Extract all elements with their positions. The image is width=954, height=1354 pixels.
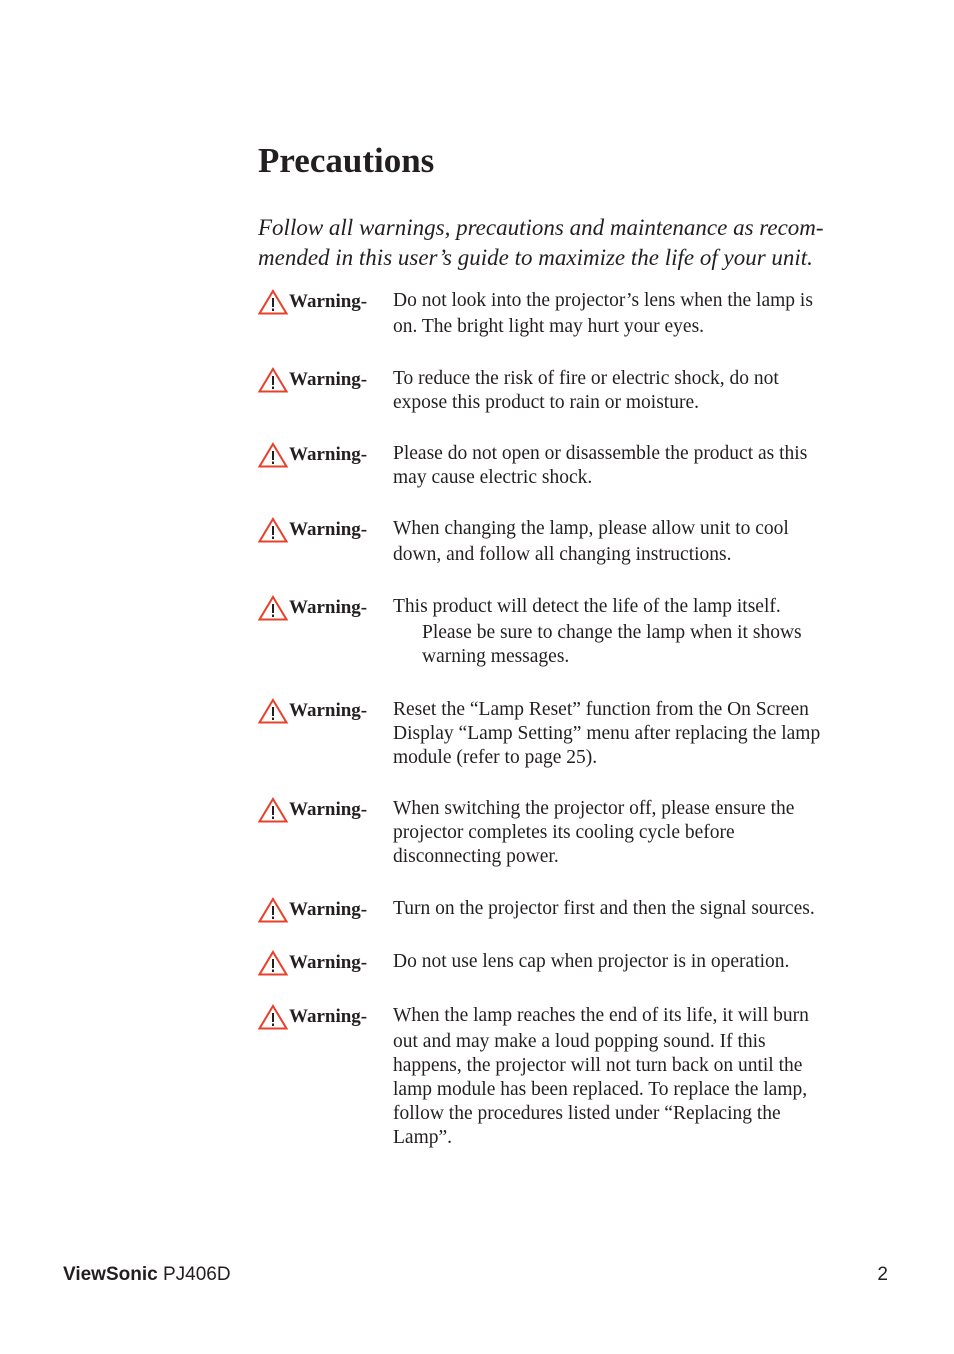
warning-triangle-icon <box>258 367 288 393</box>
warning-label <box>258 1004 367 1030</box>
warning-word: Warning- <box>289 519 368 540</box>
warning-triangle-icon <box>258 897 288 923</box>
warning-word: Warning- <box>289 597 368 618</box>
warning-triangle-icon <box>258 797 288 823</box>
brand-name: ViewSonic <box>63 1264 158 1285</box>
warning-word: Warning- <box>289 291 368 312</box>
warning-line: Reset the “Lamp Reset” function from the On Screen <box>393 699 809 720</box>
page-number: 2 <box>877 1264 888 1285</box>
warning-text <box>393 517 898 567</box>
warning-triangle-icon <box>258 442 288 468</box>
intro-paragraph <box>258 213 898 273</box>
warning-text <box>393 698 898 770</box>
warning-line: When switching the projector off, please ensure the <box>393 798 795 819</box>
warning-text <box>393 442 898 490</box>
warning-label <box>258 367 367 393</box>
warning-word: Warning- <box>289 700 368 721</box>
warning-word: Warning- <box>289 952 368 973</box>
footer-brand <box>63 1264 231 1286</box>
warning-word: Warning- <box>289 369 368 390</box>
warning-line: This product will detect the life of the lamp itself. <box>393 596 781 617</box>
warning-line: Please be sure to change the lamp when it shows <box>422 622 802 643</box>
warning-text <box>393 367 898 415</box>
warning-line: module (refer to page 25). <box>393 747 598 768</box>
warning-triangle-icon <box>258 517 288 543</box>
warning-line: happens, the projector will not turn back on until the <box>393 1055 803 1076</box>
warning-line: Display “Lamp Setting” menu after replacing the lamp <box>393 723 821 744</box>
warning-line: Do not look into the projector’s lens when the lamp is <box>393 290 813 311</box>
warning-line: To reduce the risk of fire or electric shock, do not <box>393 368 779 389</box>
warning-text <box>393 797 898 869</box>
warning-text <box>393 595 898 669</box>
warning-line: warning messages. <box>422 646 570 667</box>
warning-triangle-icon <box>258 595 288 621</box>
warning-label <box>258 797 367 823</box>
warning-text <box>393 950 898 974</box>
warning-label <box>258 595 367 621</box>
warning-line: projector completes its cooling cycle before <box>393 822 735 843</box>
warning-line: lamp module has been replaced. To replace the lamp, <box>393 1079 808 1100</box>
warning-line: down, and follow all changing instructions. <box>393 544 732 565</box>
warning-word: Warning- <box>289 1006 368 1027</box>
intro-line: mended in this user’s guide to maximize the life of your unit. <box>258 245 813 270</box>
warning-label <box>258 517 367 543</box>
warning-line: on. The bright light may hurt your eyes. <box>393 316 705 337</box>
model-name: PJ406D <box>162 1264 231 1285</box>
warning-triangle-icon <box>258 950 288 976</box>
warning-triangle-icon <box>258 698 288 724</box>
warning-line: expose this product to rain or moisture. <box>393 392 699 413</box>
warning-text <box>393 289 898 339</box>
warning-line: When changing the lamp, please allow unit to cool <box>393 518 789 539</box>
warning-label <box>258 950 367 976</box>
warning-line: Lamp”. <box>393 1127 453 1148</box>
warning-line: disconnecting power. <box>393 846 559 867</box>
warning-word: Warning- <box>289 899 368 920</box>
warning-line: When the lamp reaches the end of its life, it will burn <box>393 1005 809 1026</box>
warning-text <box>393 1004 898 1150</box>
warning-label <box>258 698 367 724</box>
warning-line: Turn on the projector first and then the signal sources. <box>393 898 815 919</box>
warning-line: out and may make a loud popping sound. If this <box>393 1031 766 1052</box>
warning-line: Please do not open or disassemble the product as this <box>393 443 808 464</box>
warning-triangle-icon <box>258 1004 288 1030</box>
warning-line: may cause electric shock. <box>393 467 593 488</box>
warning-triangle-icon <box>258 289 288 315</box>
warning-line: follow the procedures listed under “Replacing the <box>393 1103 781 1124</box>
warning-label <box>258 897 367 923</box>
page-title: Precautions <box>258 141 435 180</box>
warning-word: Warning- <box>289 444 368 465</box>
warning-word: Warning- <box>289 799 368 820</box>
intro-line: Follow all warnings, precautions and maintenance as recom- <box>258 215 824 240</box>
warning-text <box>393 897 898 921</box>
warning-label <box>258 442 367 468</box>
warning-line: Do not use lens cap when projector is in operation. <box>393 951 790 972</box>
warning-label <box>258 289 367 315</box>
